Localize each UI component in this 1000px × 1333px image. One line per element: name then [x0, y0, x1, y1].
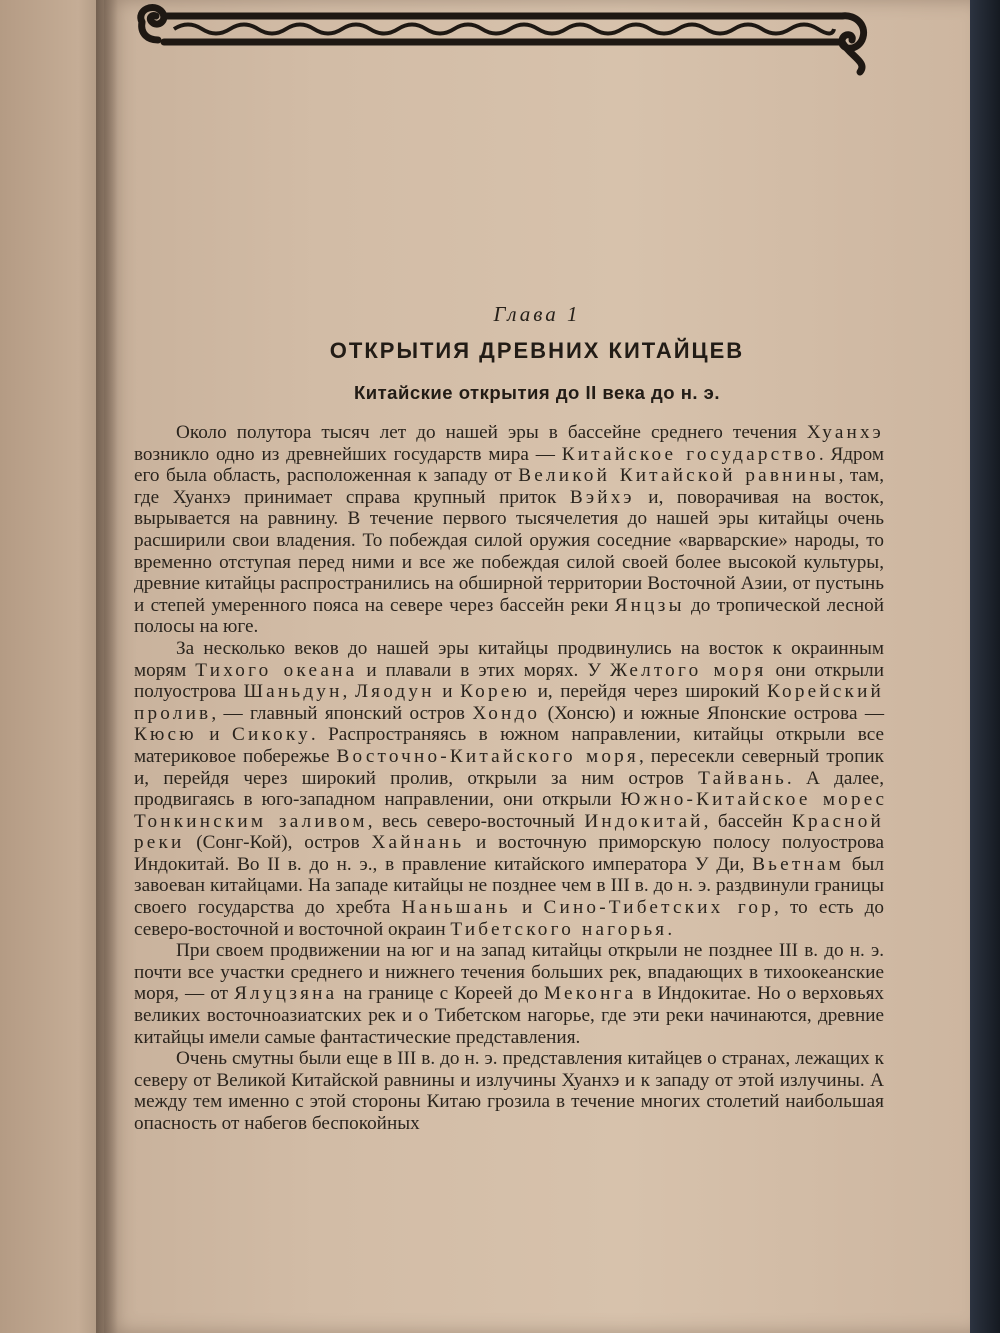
text-run: При своем продвижении на юг и на запад китайцы открыли не позднее III в. до н. э. почти все участки среднего и нижнего течения больших рек, впадающих в тихоокеанские моря, — от	[134, 940, 884, 1005]
text-run: Очень смутны были еще в III в. до н. э. представления китайцев о странах, лежащих к северу от Великой Китайской равнины и излучины Хуанхэ и к западу от этой излучины. А между тем именно с этой стороны Китаю грозила в течение многих столетий наибольшая опасность от набегов беспокойных	[134, 1048, 884, 1134]
spaced-term: Тихого океана	[195, 659, 358, 681]
spaced-term: Красной реки	[134, 810, 884, 854]
text-run: и	[196, 724, 233, 746]
spaced-term: Хайнань	[371, 832, 465, 854]
text-run: , весь северо-восточный	[367, 810, 585, 832]
spaced-term: Сикоку	[232, 724, 311, 746]
spaced-term: Янцзы	[614, 594, 685, 616]
text-run: Около полутора тысяч лет до нашей эры в бассейне среднего течения	[176, 422, 807, 443]
paragraph	[134, 638, 884, 940]
spaced-term: Кюсю	[134, 724, 197, 746]
text-run: в Индокитае. Но о верховьях великих восточноазиатских рек и о Тибетском нагорье, где эти реки начинаются, древние китайцы имели самые фантастические представления.	[134, 983, 885, 1048]
scroll-ornament-icon	[134, 0, 872, 80]
text-run: . Распространяясь в южном направлении, китайцы открыли все материковое побережье	[134, 724, 884, 767]
text-run: . Ядром его была область, расположенная к западу от	[134, 443, 884, 487]
decorative-header-border	[134, 0, 872, 80]
text-run: .	[667, 918, 673, 940]
chapter-number: Глава 1	[493, 302, 581, 326]
text-run: , — главный японский остров	[211, 702, 473, 724]
text-run: и, перейдя через широкий	[530, 681, 768, 703]
book-gutter-shadow	[96, 0, 118, 1333]
text-run: (Сонг-Кой), остров	[184, 832, 372, 854]
spaced-term: Корейский пролив	[134, 681, 885, 724]
spaced-term: Вэйхэ	[569, 486, 635, 508]
text-run: . А далее, продвигаясь в юго-западном направлении, они открыли	[134, 767, 884, 811]
spaced-term: Индокитай	[584, 810, 704, 832]
spaced-term: Ялуцзяна	[234, 983, 338, 1005]
text-run: был завоеван китайцами. На западе китайцы не позднее чем в III в. до н. э. раздвинули границы своего государства до хребта	[134, 853, 884, 919]
text-run: , бассейн	[703, 810, 793, 832]
paragraph	[134, 422, 884, 638]
spaced-term: Вьетнам	[752, 853, 844, 875]
text-run: и восточную приморскую полосу полуострова Индокитай. Во II в. до н. э., в правление китайского императора У Ди,	[134, 832, 885, 875]
body-text	[134, 422, 884, 1135]
text-run: , пересекли северный тропик и, перейдя через широкий пролив, открыли за ним остров	[134, 745, 884, 789]
text-run: За несколько веков до нашей эры китайцы продвинулись на восток к окраинным морям	[134, 637, 884, 681]
text-run: и	[434, 681, 461, 703]
text-run: , там, где Хуанхэ принимает справа крупный приток	[134, 465, 884, 508]
paragraph	[134, 940, 884, 1048]
text-run: и, поворачивая на восток, вырывается на равнину. В течение первого тысячелетия до нашей эры китайцы очень расширили свои владения. То побеждая силой оружия соседние «варварские» народы, то временно отступая перед ними и все же побеждая силой своей более высокой культуры, древние китайцы распространились на обширной территории Восточной Азии, от пустынь и степей умеренного пояса на севере через бассейн реки	[134, 486, 884, 616]
spaced-term: Великой Китайской равнины	[518, 465, 839, 487]
spaced-term: Тибетского нагорья	[450, 918, 668, 940]
chapter-title: ОТКРЫТИЯ ДРЕВНИХ КИТАЙЦЕВ	[329, 338, 745, 363]
text-run: , то есть до северо-восточной и восточной окраин	[134, 897, 884, 940]
text-run: с	[875, 789, 884, 811]
text-run: на границе с Кореей до	[337, 983, 544, 1005]
spaced-term: Желтого моря	[609, 659, 767, 681]
section-heading: Китайские открытия до II века до н. э.	[353, 382, 721, 403]
text-run: (Хонсю) и южные Японские острова —	[540, 702, 885, 724]
text-run: до тропической лесной полосы на юге.	[134, 594, 884, 638]
text-run: они открыли полуострова	[134, 659, 885, 703]
text-run: ,	[342, 681, 355, 703]
text-run: и плавали в этих морях. У	[357, 659, 610, 681]
spaced-term: Корею	[460, 681, 531, 703]
spaced-term: Хондо	[472, 702, 541, 724]
spaced-term: Южно-Китайское море	[620, 789, 876, 811]
spaced-term: Восточно-Китайского моря	[336, 745, 639, 767]
spaced-term: Шаньдун	[243, 681, 343, 703]
spaced-term: Тонкинским заливом	[134, 810, 368, 832]
text-run: и	[510, 897, 544, 919]
spaced-term: Китайское государство	[561, 443, 819, 465]
text-run: возникло одно из древнейших государств мира —	[134, 443, 562, 465]
spaced-term: Тайвань	[698, 767, 787, 789]
spaced-term: Наньшань	[401, 897, 511, 919]
spaced-term: Меконга	[544, 983, 637, 1005]
spaced-term: Ляодун	[354, 681, 435, 703]
paragraph	[134, 1048, 884, 1134]
spaced-term: Сино-Тибетских гор	[543, 897, 774, 919]
book-cover-edge	[970, 0, 1000, 1333]
spaced-term: Хуанхэ	[806, 422, 884, 443]
